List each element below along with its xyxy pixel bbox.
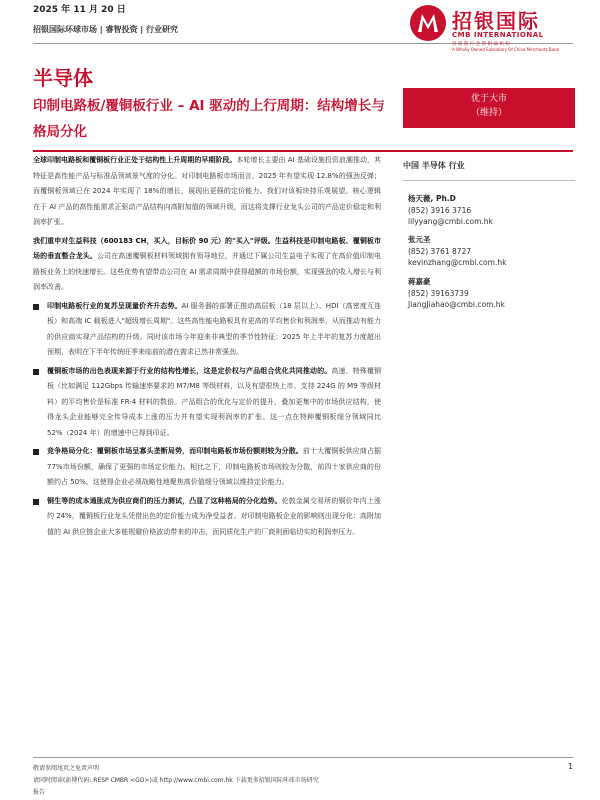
page-number: 1 <box>568 762 574 771</box>
analyst-name: 蒋嘉豪 <box>408 277 431 286</box>
bullet-item <box>33 494 381 541</box>
analyst-name: 张元圣 <box>408 235 431 244</box>
research-link-note[interactable]: 请同时阅读(彭博代码: RESP CMBR <GO>)或 http://www.cmbi.com.hk 下载更多招银国际环球市场研究 <box>33 777 319 784</box>
analyst-contact <box>408 234 506 269</box>
footer-divider <box>33 757 573 758</box>
title-divider <box>33 150 573 152</box>
bullet-text: AI 服务器的部署正推动高层板（18 层以上）、HDI（高密度互连板）和高端 IC 载板进入"超级增长周期"。这些高性能电路板具有更高的平均售价和利润率，从而推动有能力的供应商实现产品结构的升级。同时该市场今年迎来非典型的季节性特征：2025 年上半年的复苏力度超出预期，表明在下半年传统旺季来临前的潜在需求已然非常强劲。 <box>47 301 382 356</box>
intro-paragraph <box>33 153 381 231</box>
report-body <box>33 153 381 543</box>
bullet-lead: 覆铜板市场的出色表现来源于行业的结构性增长，这是定价权与产品组合优化共同推动的。 <box>47 366 332 375</box>
analyst-contact <box>408 193 493 228</box>
bullet-lead: 竞争格局分化：覆铜板市场呈寡头垄断局势，而印制电路板市场份额则较为分散。 <box>47 447 303 455</box>
bullet-lead: 铜生等的成本通胀成为供应商们的压力测试，凸显了这种格局的分化趋势。 <box>47 496 282 505</box>
bullet-item <box>33 364 381 442</box>
analyst-contact <box>408 276 505 311</box>
industry-label: 中国 半导体 行业 <box>403 161 465 170</box>
report-title: 印制电路板/覆铜板行业 – AI 驱动的上行周期：结构增长与格局分化 <box>33 98 385 140</box>
bullet-item <box>33 444 381 491</box>
disclaimer-note: 敬请参阅尾页之免责声明 <box>33 765 100 772</box>
analyst-name: 杨天薇, Ph.D <box>408 194 456 203</box>
bullet-text: 高速、特殊覆铜板（比如满足 112Gbps 传输速率要求的 M7/M8 等级材料，以及有望很快上市、支持 224G 的 M9 等级材料）的平均售价是标准 FR-4 材料的数倍。产品组合的优化与定价的提升，叠加更集中的市场供应结构，使得龙头企业能够完全传导成本上涨的压力并有望实现利润率的扩张。这一点在特种覆铜板细分领域同比 52%（2024 年）的增速中已得到印证。 <box>47 366 382 437</box>
research-link-note-cont: 报告 <box>33 789 46 796</box>
analyst-email[interactable]: lilyyang@cmbi.com.hk <box>408 217 493 226</box>
bullet-item <box>33 299 381 361</box>
bullet-text: 伦敦金属交易所的铜价年内上涨约 24%，覆铜板行业龙头凭借出色的定价能力成为净受益者。对印制电路板企业的影响则出现分化：高附加值的 AI 供应链企业大多能规避价格波动带来的冲击，而同质化生产的厂商则面临切实的利润率压力。 <box>47 496 382 536</box>
analyst-email[interactable]: JiangJiahao@cmbi.com.hk <box>408 300 505 309</box>
analyst-email[interactable]: kevinzhang@cmbi.com.hk <box>408 258 507 267</box>
rating-badge <box>403 88 575 128</box>
logo-tagline-en: A Wholly Owned Subsidiary Of China Merchants Bank <box>452 47 559 52</box>
section-title: 半导体 <box>33 66 93 90</box>
cmbi-logo-icon <box>410 5 446 41</box>
analyst-phone: (852) 3916 3716 <box>408 205 472 215</box>
sidebar-divider <box>403 180 575 181</box>
intro-lead: 全球印制电路板和覆铜板行业正处于结构性上升周期的早期阶段。 <box>33 156 237 164</box>
stock-pick-text: 公司在高速覆铜板材料领域拥有领导地位，并通过下属公司生益电子实现了在高价值印制电路板业务上的快速增长。这些优势有望带动公司在 AI 需求周期中获得超额的市场份额，实现强劲的收入增长与利润率改善。 <box>33 252 381 291</box>
logo-english: CMB INTERNATIONAL <box>452 31 544 39</box>
intro-text: 本轮增长主要由 AI 基础设施投资浪潮推动，其特征是高性能产品与标准品领域景气度的分化。对印制电路板市场而言，2025 年有望实现 12.8%的强劲反弹；而覆铜板领域已在 2024 年实现了 18%的增长，展现出更强的定价能力。我们对该板块持乐观展望。核心逻辑在于 AI 产品的高性能需求正驱动产品结构向高附加值的领域升级，而这将支撑行业龙头公司的产品定价稳定和利润率扩张。 <box>33 156 381 226</box>
stock-pick-paragraph <box>33 234 381 296</box>
bullet-lead: 印制电路板行业的复苏呈现量价齐升态势。 <box>47 301 182 310</box>
logo-chinese: 招银国际 <box>452 9 540 33</box>
logo-tagline-cn: 招 商 银 行 全 资 附 属 机 构 <box>452 42 510 47</box>
analyst-phone: (852) 39163739 <box>408 288 469 298</box>
rating-label: 优于大市 <box>470 94 507 104</box>
bullet-text: 前十大覆铜板供应商占据 77%市场份额，确保了更强的市场定价能力。相比之下，印制电路板市场则较为分散，前四十家供应商的份额约占 50%。这使得企业必须战略性地聚焦高价值细分领域以维持定价能力。 <box>47 447 382 486</box>
stock-pick-lead: 我们重申对生益科技（600183 CH，买入，目标价 90 元）的"买入"评级。生益科技是印制电路板、覆铜板市场的垂直整合龙头。 <box>33 236 381 260</box>
report-date: 2025 年 11 月 20 日 <box>33 5 126 15</box>
breadcrumb: 招银国际环球市场 | 睿智投资 | 行业研究 <box>33 25 178 34</box>
rating-status: （维持） <box>470 108 507 118</box>
analyst-phone: (852) 3761 8727 <box>408 246 472 256</box>
cmbi-logo <box>410 5 580 57</box>
